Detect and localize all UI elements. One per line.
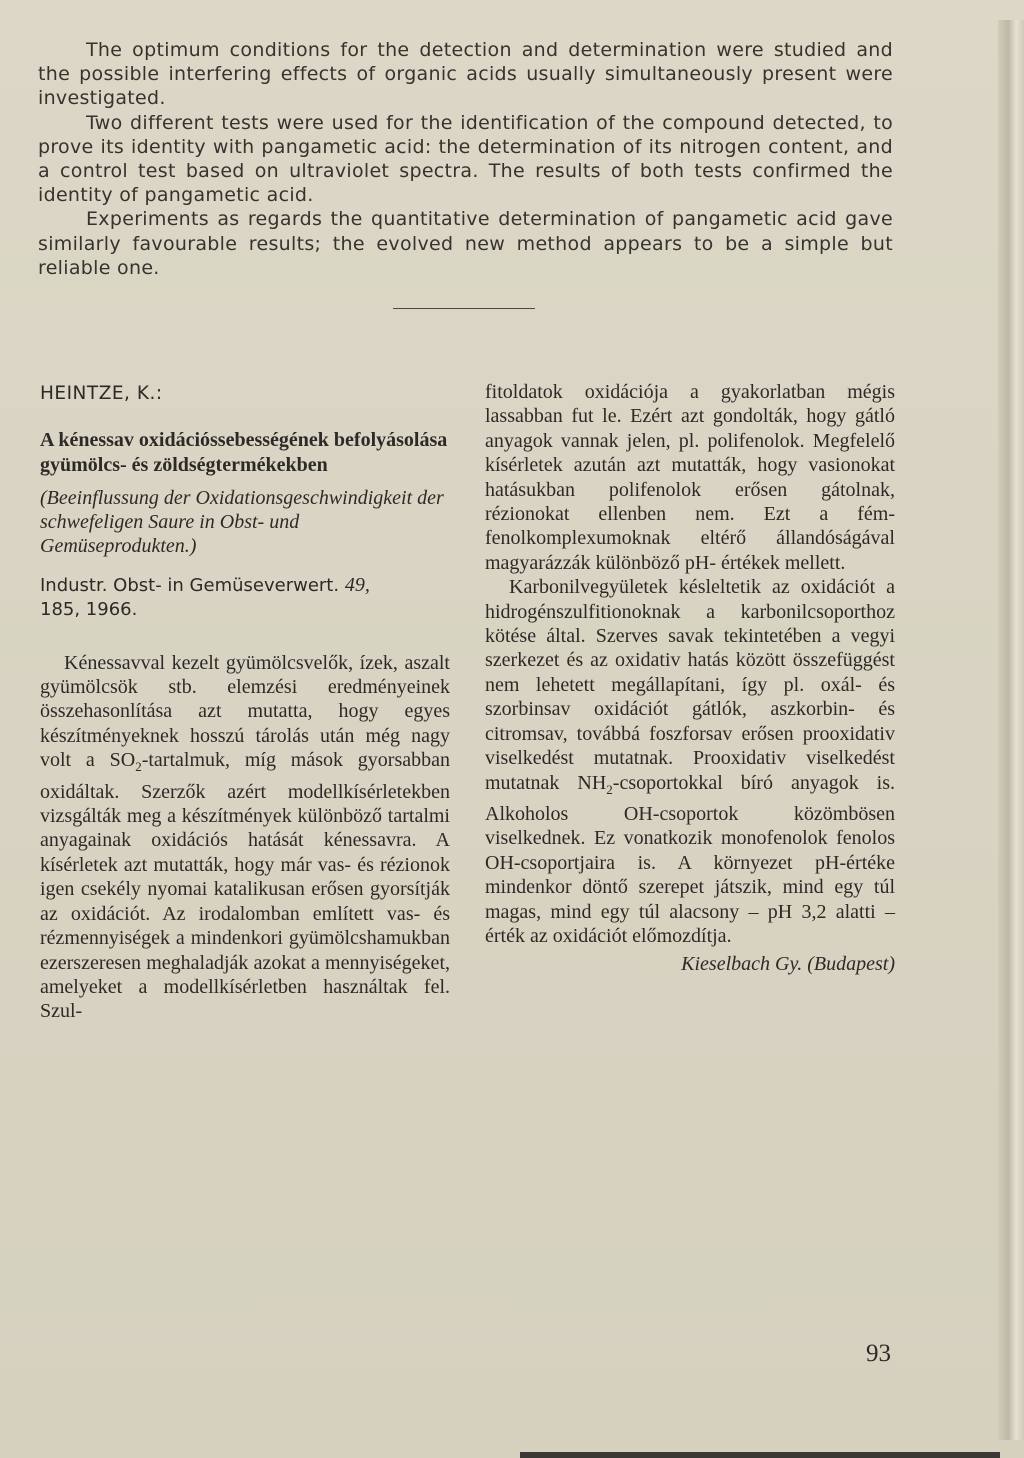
page-binding-edge [998,20,1024,1440]
page-number: 93 [866,1340,891,1367]
abstract-paragraph-1: The optimum conditions for the detection and determination were studied and the possible interfering effects of organic acids usually simultaneously present were investigated. [38,39,893,110]
so2-subscript: 2 [135,759,142,775]
section-divider [393,308,535,309]
body-paragraph-2-part-a: Karbonilvegyületek késleltetik az oxidációt a hidrogénszulfitionoknak a karbonilcsoporthoz kötése által. Szerves savak tekintetében a vegyi szerkezet és az oxidativ hatás között összefüggést nem lehetett megállapítani, így pl. oxál- és szorbinsav oxidációt gátlók, aszkorbin- és citromsav, továbbá foszforsav erősen prooxidativ viselkedést mutatnak. Prooxidativ viselkedést mutatnak NH [485,576,895,794]
body-paragraph-1 [40,651,450,1024]
left-column [40,380,450,1024]
body-paragraph-1-part-a: Kénessavval kezelt gyümölcsvelők, ízek, aszalt gyümölcsök stb. elemzési eredményeinek összehasonlítása azt mutatta, hogy egyes készítményeknek hosszú tárolás után még nagy volt a SO [40,651,450,772]
citation-journal: Industr. Obst- in Gemüseverwert. [40,574,340,596]
page-bottom-shadow [520,1452,1000,1458]
body-paragraph-1-continued: fitoldatok oxidációja a gyakorlatban mégis lassabban fut le. Ezért azt gondolták, hogy gátló anyagok vannak jelen, pl. polifenolok. Megfelelő kísérletek azután azt mutatták, hogy vasionokat hatásukban polifenolok erősen gátolnak, rézionokat ellenben nem. Ezt a fém-fenolkomplexumoknak eltérő állandóságával magyarázzák különböző pH- értékek mellett. [485,381,895,574]
article-body-left [40,651,450,1024]
body-paragraph-2 [485,575,895,948]
article-title: A kénessav oxidációssebességének befolyásolása gyümölcs- és zöldségtermékekben [40,429,448,476]
article-author: HEINTZE, K.: [40,383,163,404]
nh2-subscript: 2 [606,781,613,797]
right-column [485,380,895,977]
abstract-paragraph-3: Experiments as regards the quantitative determination of pangametic acid gave similarly favourable results; the evolved new method appears to be a simple but reliable one. [38,208,893,279]
english-abstract [38,38,893,280]
citation-volume: 49, [344,573,370,596]
reviewer-signature: Kieselbach Gy. (Budapest) [681,953,895,976]
citation-pages: 185, 1966. [40,599,138,621]
article-title-translation: (Beeinflussung der Oxidationsgeschwindigkeit der schwefeligen Saure in Obst- und Gemüseprodukten.) [40,486,444,558]
article-citation [40,573,450,623]
abstract-paragraph-2: Two different tests were used for the identification of the compound detected, to prove its identity with pangametic acid: the determination of its nitrogen content, and a control test based on ultraviolet spectra. The results of both tests confirmed the identity of pangametic acid. [38,111,893,207]
body-paragraph-2-part-b: -csoportokkal bíró anyagok is. Alkoholos OH-csoportok közömbösen viselkednek. Ez vonatkozik monofenolok fenolos OH-csoportjaira is. A környezet pH-értéke mindenkor döntő szerepet játszik, mind egy túl magas, mind egy túl alacsony – pH 3,2 alatti – érték az oxidációt előmozdítja. [485,771,896,947]
body-paragraph-1-part-b: -tartalmuk, míg mások gyorsabban oxidáltak. Szerzők azért modellkísérletekben vizsgálták meg a készítmények különböző tartalmi anyagainak oxidációs hatását kénessavra. A kísérletek azt mutatták, hogy már vas- és rézionok igen csekély nyomai katalikusan erősen gyorsítják az oxidációt. Az irodalomban említett vas- és rézmennyiségek a mindenkori gyümölcshamukban ezerszeresen meghaladják azokat a mennyiségeket, amelyeket a modellkísérletben használtak fel. Szul- [40,749,450,1023]
